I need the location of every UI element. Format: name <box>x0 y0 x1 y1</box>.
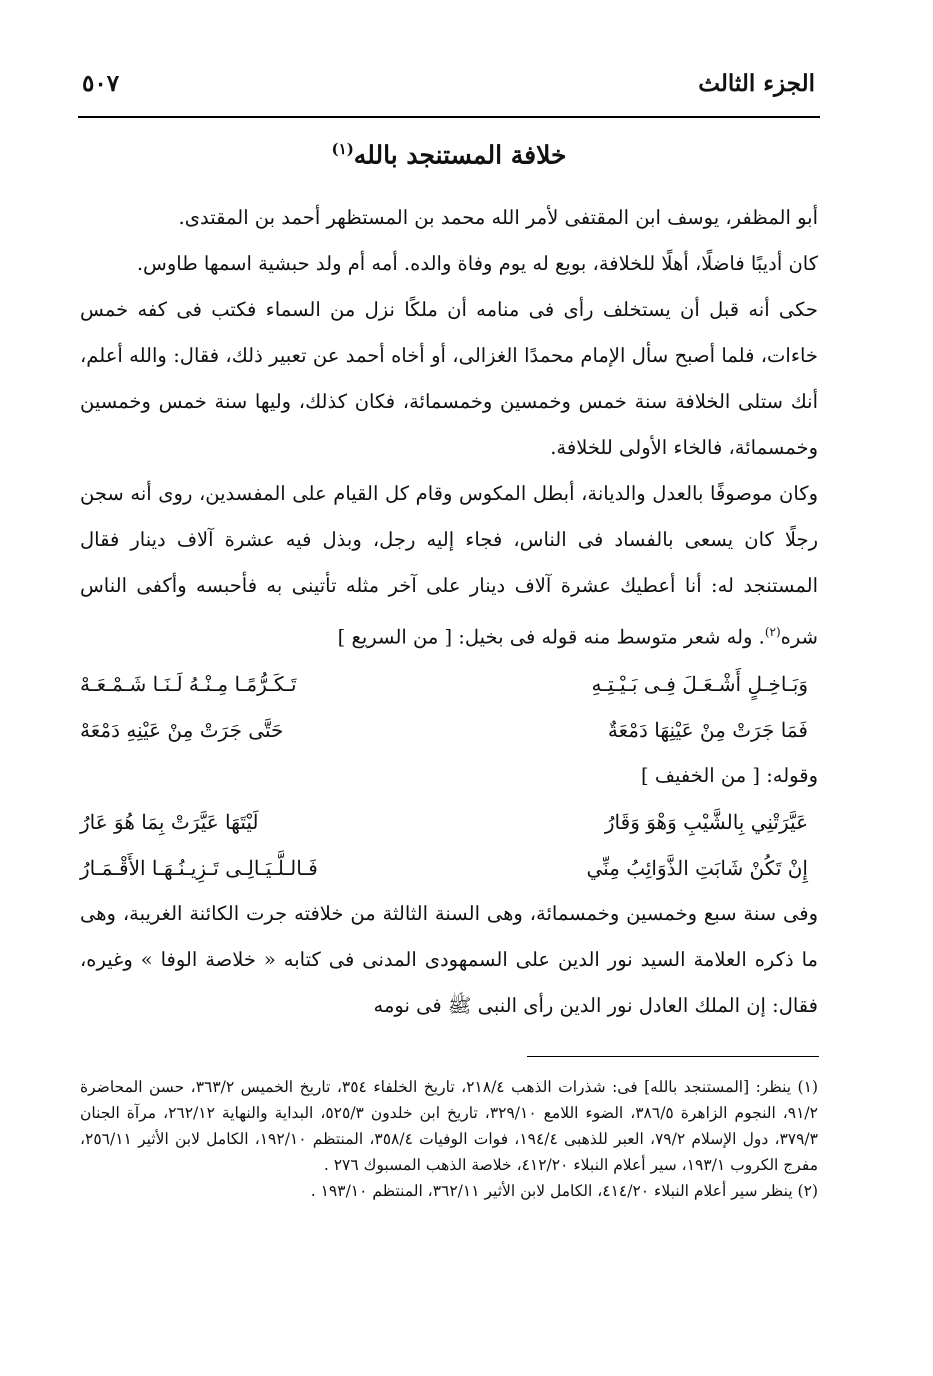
footnote-ref-2: (٢) <box>764 625 781 639</box>
paragraph-justice-tail: . وله شعر متوسط منه قوله فى بخيل: [ من السريع ] <box>337 625 765 649</box>
poem-verse <box>80 707 818 753</box>
running-header-title: الجزء الثالث <box>698 70 815 97</box>
footnote-1: (١) ينظر: [المستنجد بالله] فى: شذرات الذهب ٢١٨/٤، تاريخ الخلفاء ٣٥٤، تاريخ الخميس ٣٦٣/٢، حسن المحاضرة ٩١/٢، النجوم الزاهرة ٣٨٦/٥، الضوء اللامع ٣٢٩/١٠، تاريخ ابن خلدون ٥٢٥/٣، البداية والنهاية ٢٦٢/١٢، مرآة الجنان ٣٧٩/٣، دول الإسلام ٧٩/٢، العبر للذهبى ١٩٤/٤، فوات الوفيات ٣٥٨/٤، المنتظم ١٩٢/١٠، الكامل لابن الأثير ٢٥٦/١١، مفرج الكروب ١٩٣/١، سير أعلام النبلاء ٤١٢/٢٠، خلاصة الذهب المسبوك ٢٧٦ . <box>80 1078 818 1174</box>
footnotes <box>80 1074 818 1204</box>
poem-verse <box>80 845 818 891</box>
hemistich-first: عَيَّرَتْنِي بِالشَّيْبِ وَهْوَ وَقَارُ <box>604 809 808 834</box>
paragraph-dream: حكى أنه قبل أن يستخلف رأى فى منامه أن ملكًا نزل من السماء فكتب فى كفه خمس خاءات، فلما أصبح سأل الإمام محمدًا الغزالى، أو أخاه أحمد عن تعبير ذلك، فقال: والله أعلم، أنك ستلى الخلافة سنة خمس وخمسين وخمسمائة، فكان كذلك، وليها سنة خمس وخمسين وخمسمائة، فالخاء الأولى للخلافة. <box>80 298 818 459</box>
hemistich-first: فَمَا جَرَتْ مِنْ عَيْنِهَا دَمْعَةٌ <box>607 717 808 742</box>
paragraph-justice <box>80 471 818 661</box>
footnote-ref-1: (١) <box>331 140 354 158</box>
hemistich-first: وَبَـاخِـلٍ أَشْـعَـلَ فِـى بَـيْـتِـهِ <box>591 671 808 696</box>
chapter-title-text: خلافة المستنجد بالله <box>353 140 567 170</box>
footnote-rule <box>527 1056 819 1057</box>
footnote-2: (٢) ينظر سير أعلام النبلاء ٤١٤/٢٠، الكامل لابن الأثير ٣٦٢/١١، المنتظم ١٩٣/١٠ . <box>310 1182 818 1200</box>
poem-intro: وقوله: [ من الخفيف ] <box>641 763 818 787</box>
hemistich-first: إِنْ تَكُنْ شَابَتِ الذَّوَائِبُ مِنِّي <box>586 855 808 880</box>
chapter-title <box>80 140 818 169</box>
paragraph-justice-text: وكان موصوفًا بالعدل والديانة، أبطل المكوس وقام كل القيام على المفسدين، روى أنه سجن رجلًا كان يسعى بالفساد فى الناس، فجاء إليه رجل، وبذل فيه عشرة آلاف دينار فقال المستنجد له: أنا أعطيك عشرة آلاف دينار على آخر مثله تأتينى به فأحبسه وأكفى الناس شره <box>80 482 818 649</box>
poem-verse <box>80 799 818 845</box>
hemistich-second: حَتَّى جَرَتْ مِنْ عَيْنِهِ دَمْعَهْ <box>80 717 284 742</box>
paragraph-description: كان أديبًا فاضلًا، أهلًا للخلافة، بويع له يوم وفاة والده. أمه أم ولد حبشية اسمها طاوس. <box>136 252 818 275</box>
hemistich-second: لَيْتَهَا عَيَّرَتْ بِمَا هُوَ عَارُ <box>80 809 259 834</box>
hemistich-second: فَـالـلَّـيَـالِـى تَـزِيـنُـهَـا الأَقْـمَـارُ <box>80 855 318 880</box>
hemistich-second: تَـكَـرُّمًـا مِـنْـهُ لَـنَـا شَـمْـعَـهْ <box>80 671 297 696</box>
page-number: ٥٠٧ <box>82 70 120 97</box>
poem-verse <box>80 661 818 707</box>
main-text <box>80 195 818 1029</box>
paragraph-lineage: أبو المظفر، يوسف ابن المقتفى لأمر الله محمد بن المستظهر أحمد بن المقتدى. <box>178 206 818 229</box>
header-rule <box>78 116 820 118</box>
paragraph-events: وفى سنة سبع وخمسين وخمسمائة، وهى السنة الثالثة من خلافته جرت الكائنة الغريبة، وهى ما ذكره العلامة السيد نور الدين على السمهودى المدنى فى كتابه « خلاصة الوفا » وغيره، فقال: إن الملك العادل نور الدين رأى النبى ﷺ فى نومه <box>80 901 818 1017</box>
